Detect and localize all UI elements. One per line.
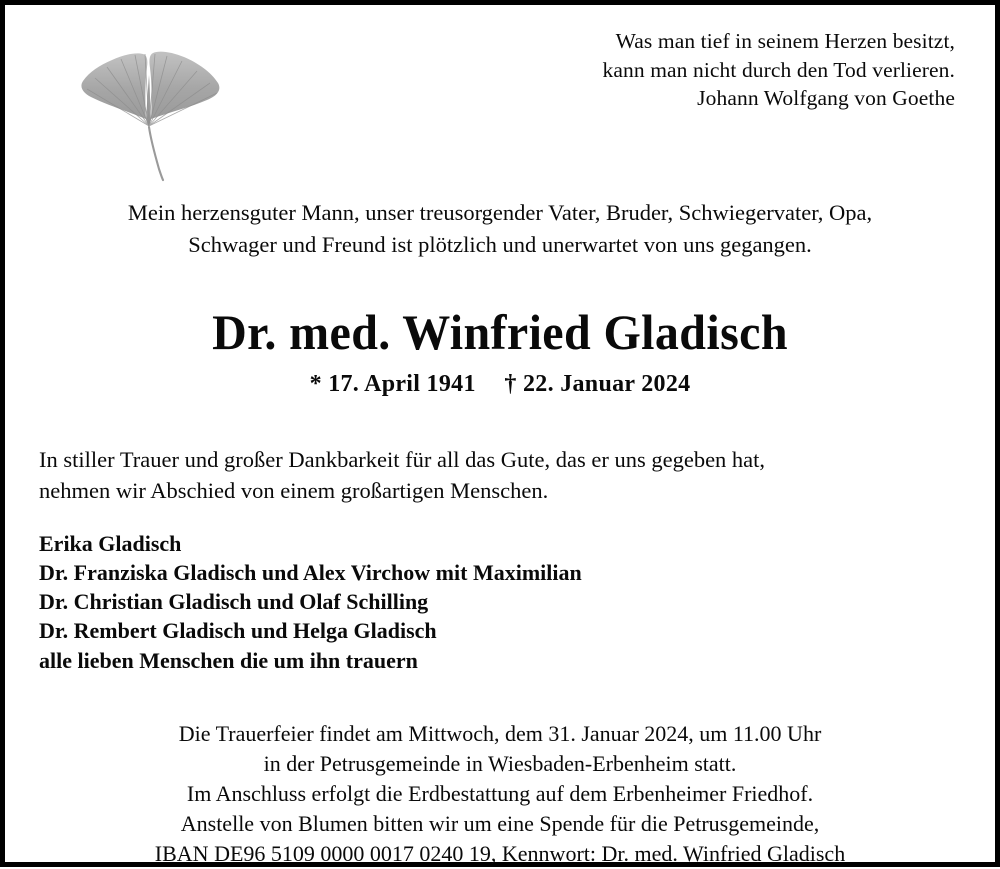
intro-paragraph (45, 197, 955, 260)
survivor-line-5: alle lieben Menschen die um ihn trauern (39, 647, 418, 673)
service-line-4: Anstelle von Blumen bitten wir um eine Spende für die Petrusgemeinde, (180, 811, 820, 837)
survivors-list (39, 529, 995, 675)
service-line-1: Die Trauerfeier findet am Mittwoch, dem 31. Januar 2024, um 11.00 Uhr (178, 720, 822, 746)
intro-line-2: Schwager und Freund ist plötzlich und unerwartet von uns gegangen. (188, 231, 812, 257)
death-date: 22. Januar 2024 (523, 370, 691, 397)
survivor-line-4: Dr. Rembert Gladisch und Helga Gladisch (39, 618, 437, 644)
header-area (5, 5, 995, 185)
deceased-dates (5, 371, 995, 398)
quote-author: Johann Wolfgang von Goethe (697, 86, 955, 111)
survivor-line-1: Erika Gladisch (39, 530, 182, 556)
memorial-quote (603, 27, 955, 113)
gratitude-line-2: nehmen wir Abschied von einem großartigen Menschen. (39, 478, 549, 503)
deceased-name: Dr. med. Winfried Gladisch (212, 304, 788, 360)
service-details (45, 719, 955, 869)
gratitude-line-1: In stiller Trauer und großer Dankbarkeit für all das Gute, das er uns gegeben hat, (39, 446, 766, 472)
death-symbol: † (504, 370, 517, 397)
gratitude-paragraph (39, 444, 995, 507)
birth-symbol: * (309, 370, 322, 397)
service-line-3: Im Anschluss erfolgt die Erdbestattung auf dem Erbenheimer Friedhof. (186, 781, 814, 806)
ginkgo-leaf-icon (67, 27, 232, 182)
quote-line-1: Was man tief in seinem Herzen besitzt, (615, 29, 955, 53)
survivor-line-3: Dr. Christian Gladisch und Olaf Schilling (39, 589, 429, 614)
service-line-2: in der Petrusgemeinde in Wiesbaden-Erbenheim statt. (263, 750, 737, 776)
quote-line-2: kann man nicht durch den Tod verlieren. (602, 57, 955, 82)
survivor-line-2: Dr. Franziska Gladisch und Alex Virchow mit Maximilian (39, 559, 582, 585)
deceased-block (5, 306, 995, 398)
donation-iban-line: IBAN DE96 5109 0000 0017 0240 19, Kennwort: Dr. med. Winfried Gladisch (154, 841, 846, 867)
intro-line-1: Mein herzensguter Mann, unser treusorgender Vater, Bruder, Schwiegervater, Opa, (127, 200, 873, 225)
birth-date: 17. April 1941 (328, 370, 476, 397)
